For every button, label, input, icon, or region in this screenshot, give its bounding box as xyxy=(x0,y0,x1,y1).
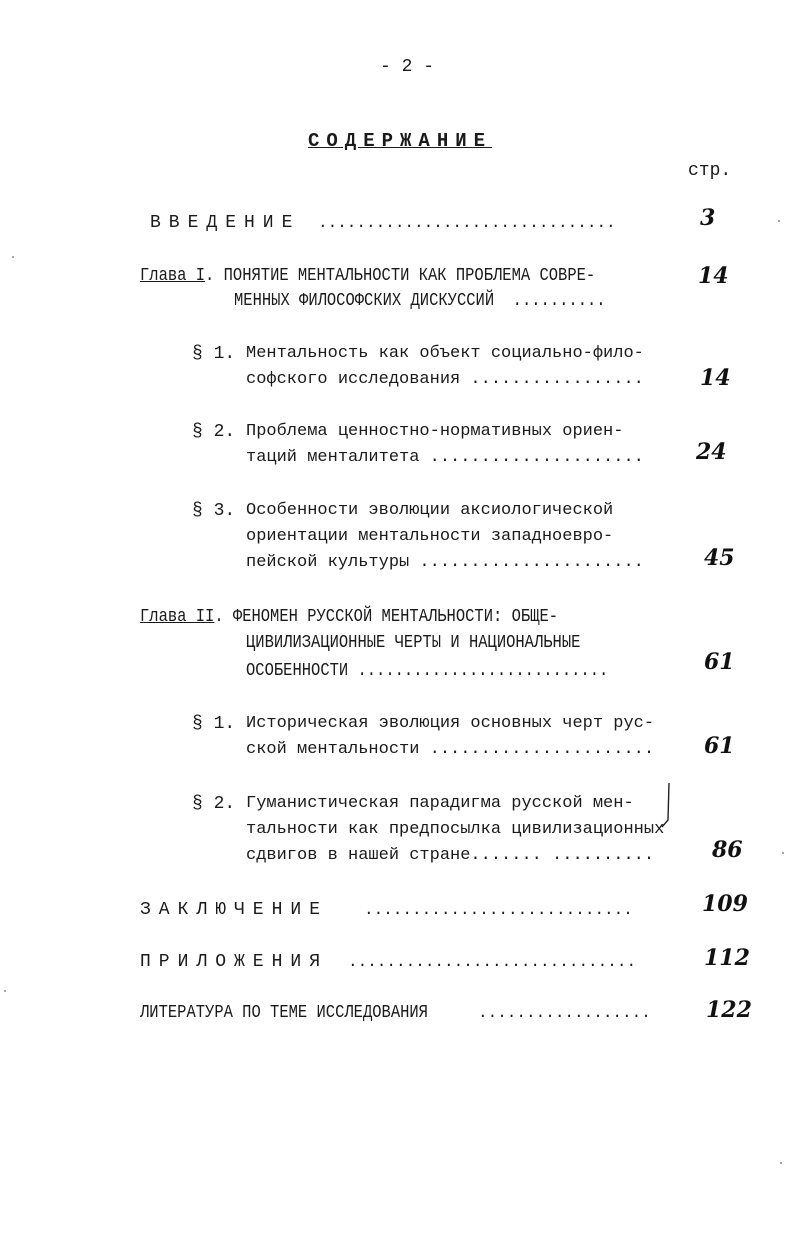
toc-intro-label: ВВЕДЕНИЕ xyxy=(150,213,301,233)
toc-s2-1-page: 61 xyxy=(704,733,735,759)
toc-s1-1-page: 14 xyxy=(700,365,731,391)
scan-speck xyxy=(780,1162,782,1164)
toc-s1-2-line2: таций менталитета ..................... xyxy=(246,448,644,467)
toc-literature-dots: .................. xyxy=(478,1004,651,1022)
toc-s2-2-mark: § 2. xyxy=(192,794,236,814)
toc-ch1-prefix: Глава I xyxy=(140,266,206,286)
scan-speck xyxy=(778,220,780,222)
toc-s2-2-line3: сдвигов в нашей стране....... .......... xyxy=(246,846,655,865)
toc-conclusion-label: ЗАКЛЮЧЕНИЕ xyxy=(140,900,329,920)
page-column-label: стр. xyxy=(688,161,732,181)
toc-ch1-page: 14 xyxy=(698,263,729,289)
page-title: СОДЕРЖАНИЕ xyxy=(308,130,493,152)
toc-s2-1-mark: § 1. xyxy=(192,714,236,734)
handwritten-bracket-mark xyxy=(660,782,672,828)
toc-conclusion-dots: ............................ xyxy=(364,901,633,919)
toc-conclusion-page: 109 xyxy=(702,891,748,917)
toc-intro-page: 3 xyxy=(700,205,716,231)
toc-s2-2-page: 86 xyxy=(712,837,743,863)
toc-s2-2-line2: тальности как предпосылка цивилизационных xyxy=(246,820,665,839)
toc-ch2-title-3: ОСОБЕННОСТИ ........................... xyxy=(246,661,609,681)
toc-s1-1-line1: Ментальность как объект социально-фило- xyxy=(246,344,644,363)
toc-s1-2-line1: Проблема ценностно-нормативных ориен- xyxy=(246,422,624,441)
toc-s1-2-page: 24 xyxy=(696,439,727,465)
toc-intro-dots: ............................... xyxy=(318,214,616,232)
toc-s2-1-line1: Историческая эволюция основных черт рус- xyxy=(246,714,655,733)
toc-s1-3-page: 45 xyxy=(704,545,735,571)
toc-s1-1-mark: § 1. xyxy=(192,344,236,364)
toc-ch2-title-2: ЦИВИЛИЗАЦИОННЫЕ ЧЕРТЫ И НАЦИОНАЛЬНЫЕ xyxy=(246,633,581,653)
toc-s2-2-line1: Гуманистическая парадигма русской мен- xyxy=(246,794,634,813)
toc-ch2-title-1: . ФЕНОМЕН РУССКОЙ МЕНТАЛЬНОСТИ: ОБЩЕ- xyxy=(214,607,559,627)
scan-speck xyxy=(12,256,14,258)
toc-ch2-page: 61 xyxy=(704,649,735,675)
scan-speck xyxy=(4,990,6,992)
page-number: - 2 - xyxy=(380,57,435,77)
toc-ch1-line1 xyxy=(140,265,595,287)
toc-s1-3-mark: § 3. xyxy=(192,501,236,521)
toc-s1-3-line1: Особенности эволюции аксиологической xyxy=(246,501,614,520)
toc-s2-1-line2: ской ментальности ...................... xyxy=(246,740,655,759)
toc-ch1-title-1: . ПОНЯТИЕ МЕНТАЛЬНОСТИ КАК ПРОБЛЕМА СОВРЕ- xyxy=(205,266,596,286)
toc-ch2-line1 xyxy=(140,606,558,628)
toc-s1-3-line2: ориентации ментальности западноевро- xyxy=(246,527,614,546)
toc-s1-2-mark: § 2. xyxy=(192,422,236,442)
toc-literature-label: ЛИТЕРАТУРА ПО ТЕМЕ ИССЛЕДОВАНИЯ xyxy=(140,1003,428,1023)
toc-ch2-prefix: Глава II xyxy=(140,607,215,627)
toc-s1-3-line3: пейской культуры ...................... xyxy=(246,553,644,572)
toc-literature-page: 122 xyxy=(706,997,752,1023)
toc-s1-1-line2: софского исследования ................. xyxy=(246,370,644,389)
scan-speck xyxy=(782,852,784,854)
toc-appendix-dots: .............................. xyxy=(348,953,637,971)
toc-appendix-page: 112 xyxy=(704,945,750,971)
toc-ch1-title-2: МЕННЫХ ФИЛОСОФСКИХ ДИСКУССИЙ .......... xyxy=(234,291,606,311)
toc-appendix-label: ПРИЛОЖЕНИЯ xyxy=(140,952,329,972)
